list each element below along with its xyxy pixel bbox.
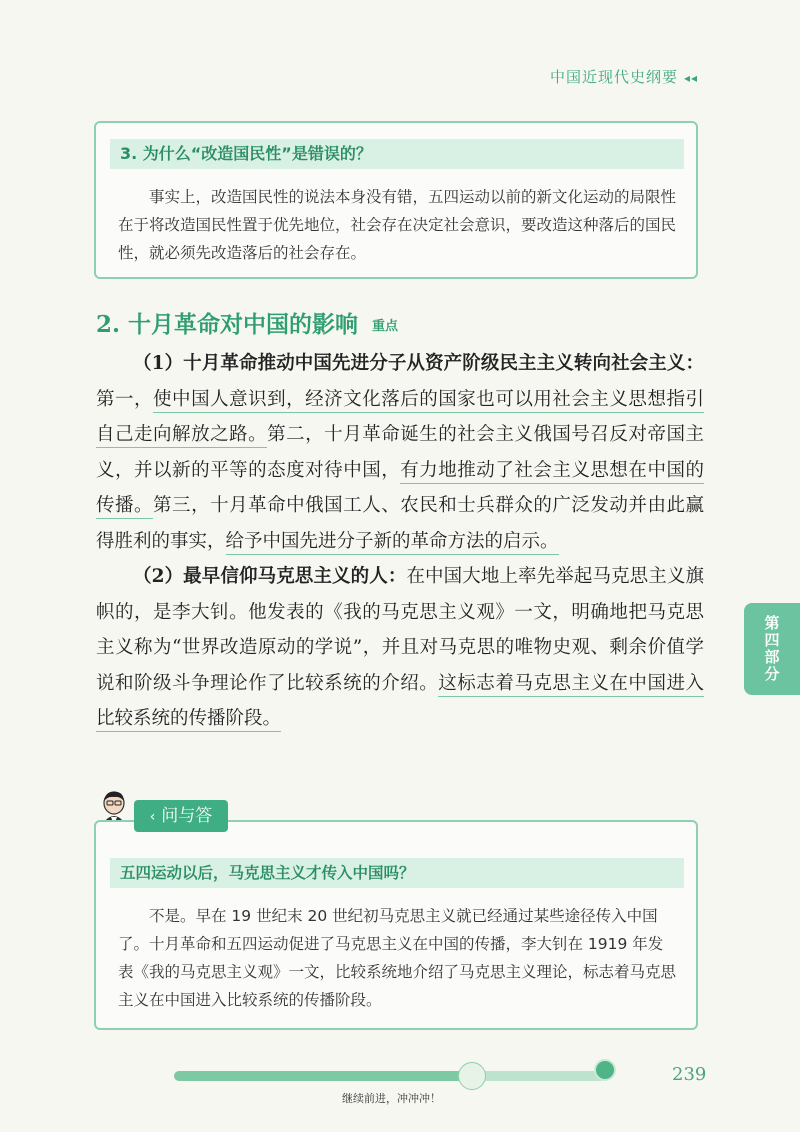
qa-question: 五四运动以后，马克思主义才传入中国吗？ bbox=[110, 858, 684, 888]
section-heading bbox=[96, 306, 398, 339]
main-body bbox=[96, 346, 704, 737]
double-arrow-icon: ◂◂ bbox=[683, 71, 698, 85]
paragraph-2-lead: （2）最早信仰马克思主义的人： bbox=[133, 566, 407, 587]
p2-text-1: 在中国大地上率先举起马克思主义旗帜的，是李大钊。他发表的《我的马克思主义观》一文，明确地把马克思主义称为“世界改造原动的学说”，并且对马克思的唯物史观、剩余价值学说和阶级斗争理论作了比较系统的介绍。 bbox=[96, 566, 704, 694]
chevron-left-icon: ‹ bbox=[149, 809, 156, 825]
p1-underline-2: 有力地推动了社会主义思想在中国的传播。 bbox=[96, 460, 704, 520]
paragraph-1 bbox=[96, 346, 704, 559]
p1-text-2: 第二，十月革命诞生的社会主义俄国号召反对帝国主义，并以新的平等的态度对待中国， bbox=[96, 424, 704, 481]
note-body: 事实上，改造国民性的说法本身没有错，五四运动以前的新文化运动的局限性在于将改造国民性置于优先地位，社会存在决定社会意识，要改造这种落后的国民性，就必须先改造落后的社会存在。 bbox=[118, 188, 677, 262]
progress-fill bbox=[174, 1071, 468, 1081]
key-point-badge: 重点 bbox=[372, 319, 399, 334]
p1-text-3: 第三，十月革命中俄国工人、农民和士兵群众的广泛发动并由此赢得胜利的事实， bbox=[96, 495, 704, 552]
p1-underline-3: 给予中国先进分子新的革命方法的启示。 bbox=[226, 531, 559, 555]
progress-bar bbox=[174, 1071, 606, 1081]
running-header bbox=[550, 66, 698, 87]
p1-underline-1: 使中国人意识到，经济文化落后的国家也可以用社会主义思想指引自己走向解放之路。 bbox=[96, 389, 704, 449]
mascot-icon bbox=[458, 1062, 486, 1090]
qa-tab-label: 问与答 bbox=[161, 806, 213, 826]
paragraph-1-lead: （1）十月革命推动中国先进分子从资产阶级民主主义转向社会主义： bbox=[133, 353, 704, 374]
goal-marker-icon bbox=[594, 1059, 616, 1081]
paragraph-2 bbox=[96, 559, 704, 737]
part-four-tab[interactable]: 第四部分 bbox=[744, 603, 800, 695]
note-title: 3. 为什么“改造国民性”是错误的？ bbox=[110, 139, 684, 169]
p2-underline-1: 这标志着马克思主义在中国进入比较系统的传播阶段。 bbox=[96, 673, 704, 733]
section-title: 2. 十月革命对中国的影响 bbox=[96, 311, 359, 338]
book-title: 中国近现代史纲要 bbox=[549, 68, 678, 86]
footer-slogan: 继续前进，冲冲冲！ bbox=[342, 1092, 441, 1105]
p1-text-1: 第一， bbox=[96, 388, 154, 410]
qa-tab bbox=[134, 800, 228, 832]
note-box bbox=[94, 121, 698, 279]
page-number: 239 bbox=[672, 1064, 707, 1085]
qa-answer: 不是。早在 19 世纪末 20 世纪初马克思主义就已经通过某些途径传入中国了。十月革命和五四运动促进了马克思主义在中国的传播，李大钊在 1919 年发表《我的马克思主义观》一文，比较系统地介绍了马克思主义理论，标志着马克思主义在中国进入比较系统的传播阶段。 bbox=[118, 907, 677, 1009]
qa-box bbox=[94, 820, 698, 1030]
